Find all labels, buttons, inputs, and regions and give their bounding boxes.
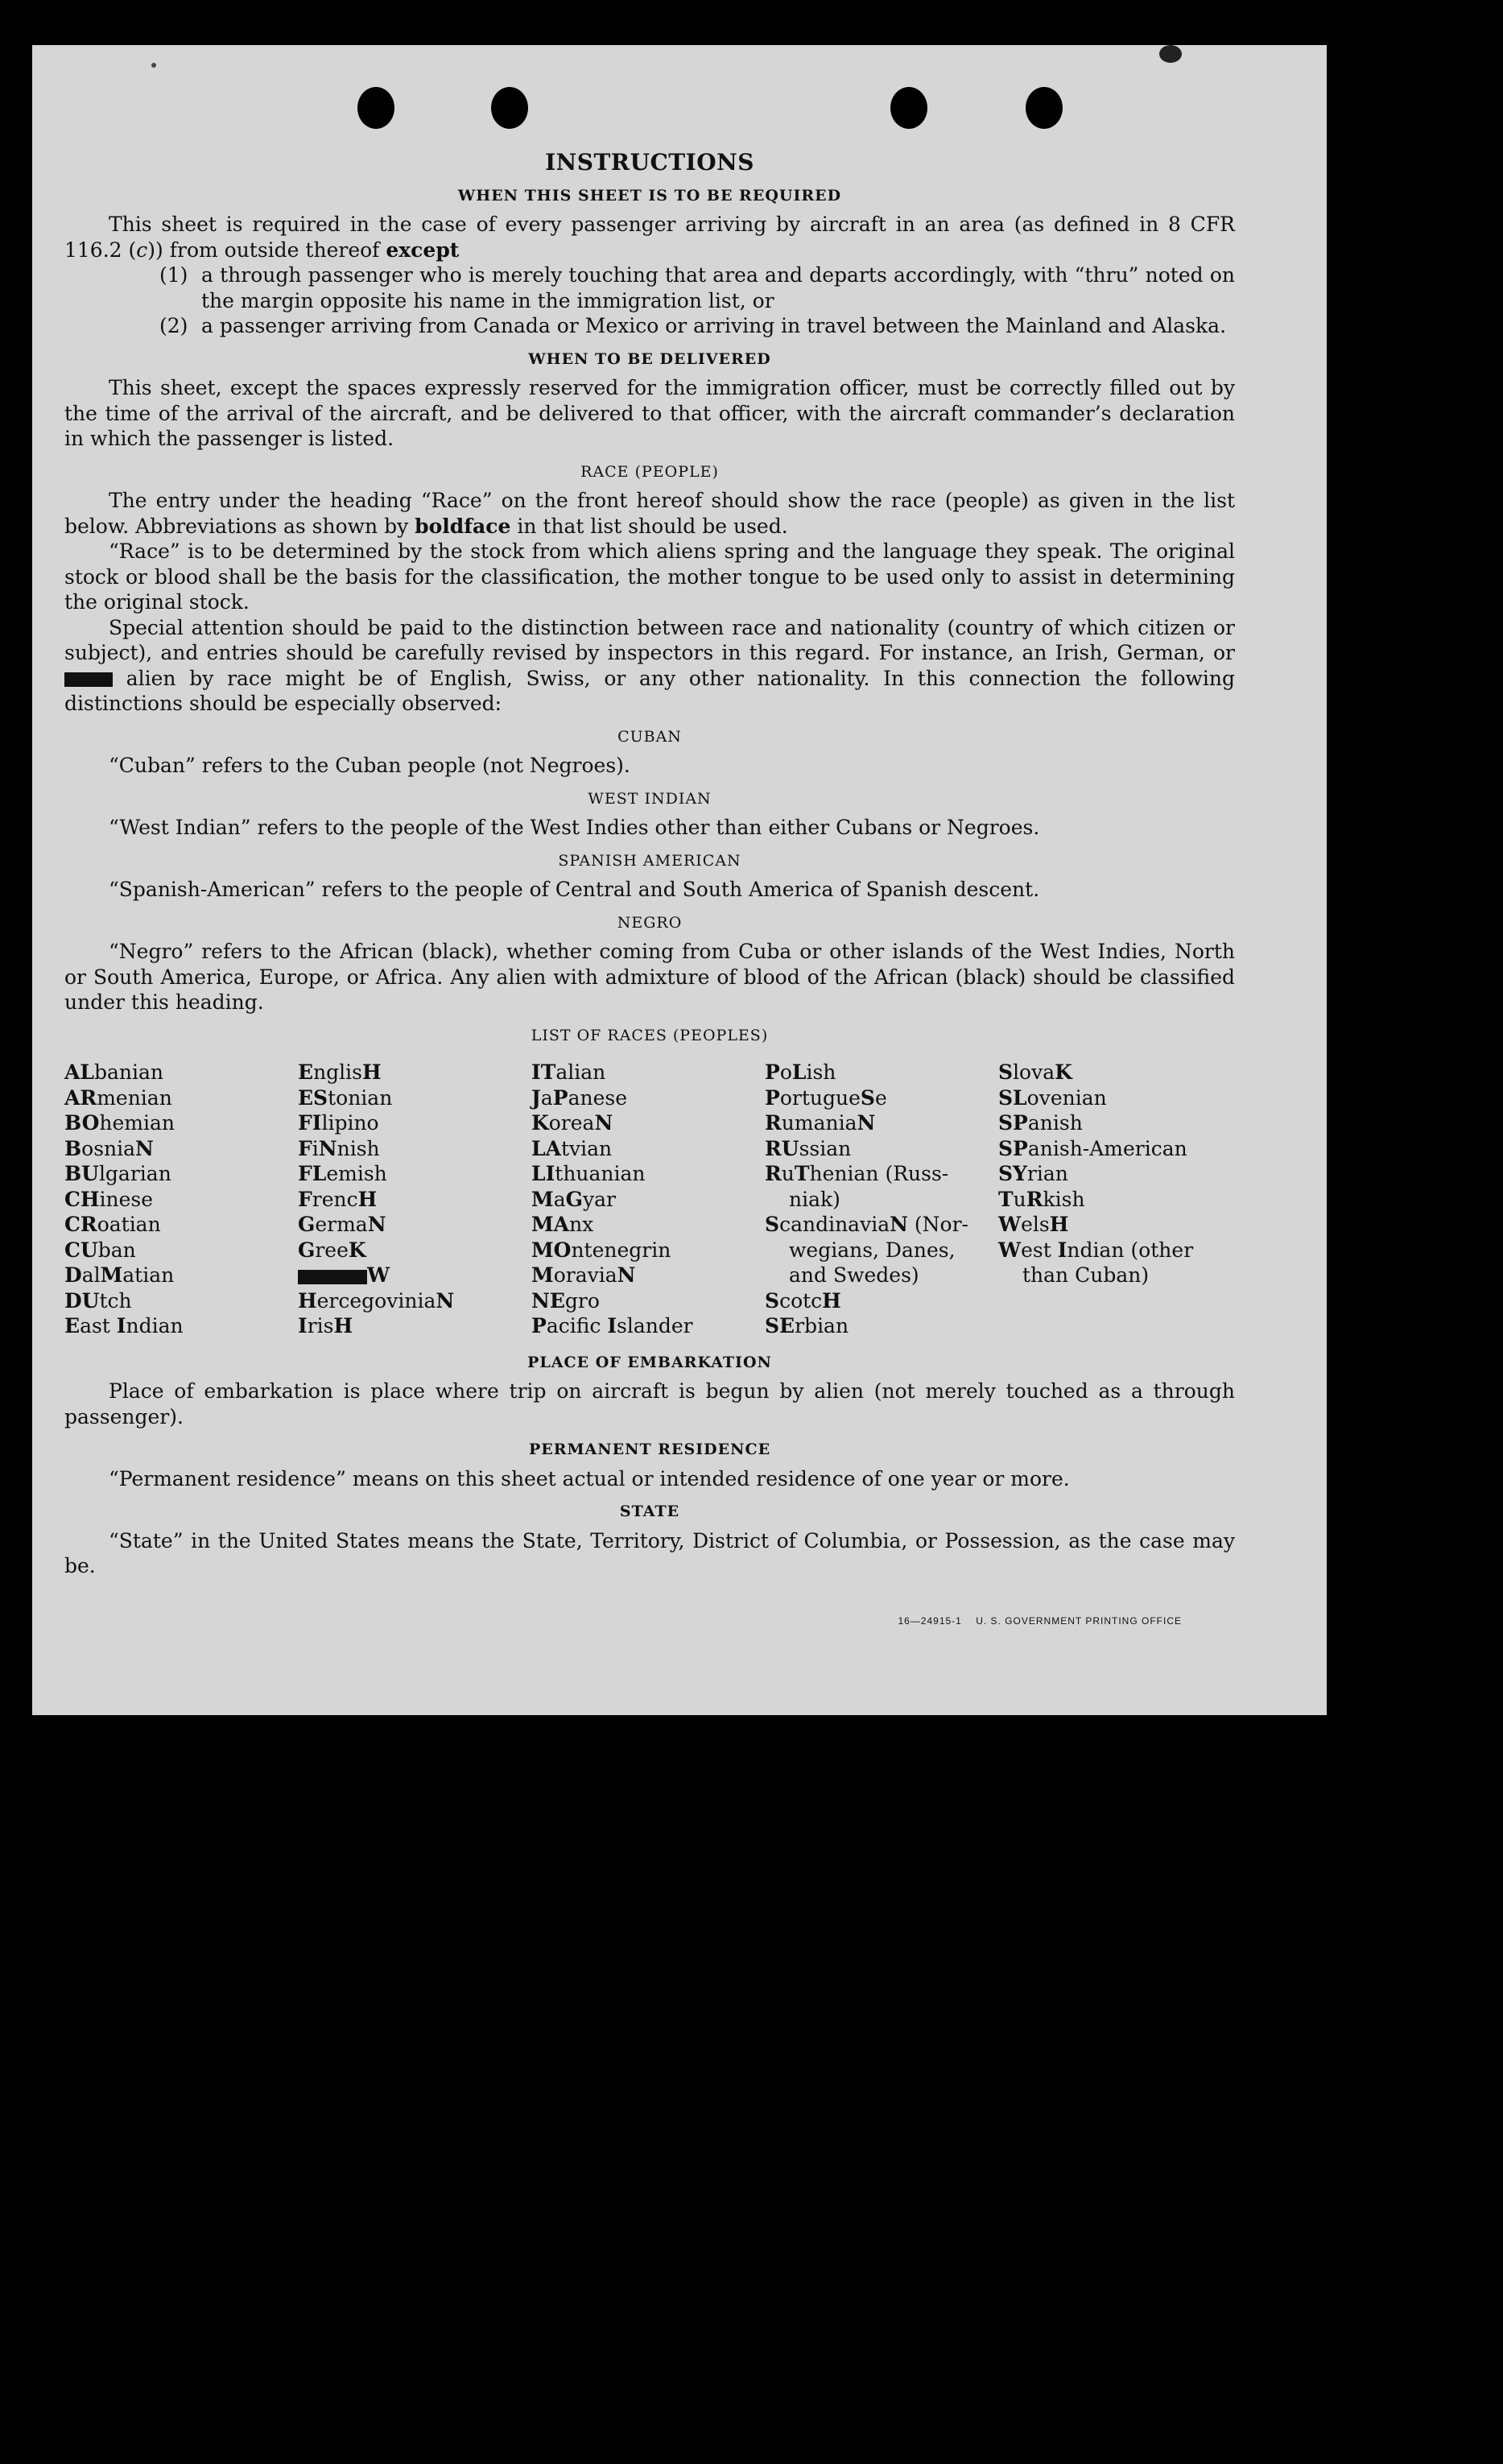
redaction-mark <box>298 1270 367 1284</box>
section-heading: WHEN TO BE DELIVERED <box>528 349 771 368</box>
race-entry: ARmenian <box>64 1085 172 1110</box>
race-entry: FIlipino <box>298 1111 379 1135</box>
paragraph: This sheet, except the spaces expressly reserved for the immigration officer, must be correctly filled out by the time of the arrival of the aircraft, and be delivered to that officer, with the aircraft commander’s declaration in which the passenger is listed. <box>64 376 1235 450</box>
race-column <box>531 1060 765 1339</box>
paragraph: “Spanish-American” refers to the people of Central and South America of Spanish descent. <box>109 878 1040 901</box>
race-entry: MaGyar <box>531 1187 616 1211</box>
section-heading: WEST INDIAN <box>588 789 712 808</box>
race-entry: CRoatian <box>64 1213 161 1236</box>
race-entry: SYrian <box>998 1162 1068 1185</box>
race-entry: and Swedes) <box>789 1263 919 1287</box>
race-entry: EStonian <box>298 1085 393 1110</box>
punch-hole <box>357 87 394 129</box>
race-entry: HercegoviniaN <box>298 1288 455 1313</box>
race-entry: ScandinaviaN (Nor- <box>765 1213 968 1236</box>
race-entry: RumaniaN <box>765 1111 876 1135</box>
race-column <box>998 1060 1208 1339</box>
race-entry: East Indian <box>64 1314 184 1337</box>
list-item: (1) a through passenger who is merely touching that area and departs accordingly, with “thru” noted on the margin opposite his name in the immigration list, or <box>159 263 1235 312</box>
section-heading: SPANISH AMERICAN <box>558 851 741 870</box>
race-entry: WelsH <box>998 1213 1069 1236</box>
race-entry: ITalian <box>531 1060 606 1084</box>
paragraph: “West Indian” refers to the people of the West Indies other than either Cubans or Negroes. <box>109 816 1040 839</box>
paragraph: “Permanent residence” means on this sheet actual or intended residence of one year or more. <box>109 1466 1070 1490</box>
race-column <box>765 1060 998 1339</box>
race-entry: W <box>298 1263 531 1288</box>
section-heading: PERMANENT RESIDENCE <box>528 1441 771 1458</box>
race-entry: CUban <box>64 1238 136 1262</box>
race-entry: SErbian <box>765 1314 849 1337</box>
race-entry: RUssian <box>765 1136 852 1160</box>
race-entry: GermaN <box>298 1213 386 1236</box>
race-entry: PoLish <box>765 1060 836 1084</box>
paragraph: “State” in the United States means the State, Territory, District of Columbia, or Possession, as the case may be. <box>64 1528 1235 1577</box>
race-entry: EnglisH <box>298 1060 382 1084</box>
redaction-mark <box>64 672 113 687</box>
race-entry: ScotcH <box>765 1288 841 1313</box>
section-heading: RACE (PEOPLE) <box>580 462 719 481</box>
race-entry: SlovaK <box>998 1060 1072 1084</box>
section-heading: STATE <box>619 1503 680 1520</box>
paragraph: The entry under the heading “Race” on the front hereof should show the race (people) as given in the list below. Abbreviations as shown by boldface in that list should be used. <box>64 489 1235 538</box>
speck <box>151 63 156 68</box>
race-entry: MAnx <box>531 1213 594 1236</box>
race-column <box>298 1060 531 1339</box>
race-entry: GreeK <box>298 1238 366 1262</box>
race-entry: FiNnish <box>298 1136 380 1160</box>
instructions-body <box>64 150 1235 1579</box>
section-heading: LIST OF RACES (PEOPLES) <box>531 1026 769 1044</box>
race-entry: LIthuanian <box>531 1162 646 1185</box>
race-list <box>64 1060 1235 1339</box>
race-entry: niak) <box>789 1187 840 1211</box>
race-entry: RuThenian (Russ- <box>765 1162 949 1185</box>
paragraph: Special attention should be paid to the distinction between race and nationality (country of which citizen or subject), and entries should be carefully revised by inspectors in this regard. For instance, an Irish, German, or alien by race might be of English, Swiss, or any other nationality. In this connection the following distinctions should be especially observed: <box>64 615 1235 715</box>
print-code: 16—24915-1 U. S. GOVERNMENT PRINTING OFFICE <box>898 1615 1182 1627</box>
race-entry: NEgro <box>531 1288 600 1313</box>
paragraph: “Cuban” refers to the Cuban people (not Negroes). <box>109 754 630 777</box>
race-entry: MoraviaN <box>531 1263 636 1287</box>
paragraph: “Race” is to be determined by the stock from which aliens spring and the language they speak. The original stock or blood shall be the basis for the classification, the mother tongue to be used only to assist in determining the original stock. <box>64 540 1235 614</box>
race-entry: SPanish-American <box>998 1136 1187 1160</box>
race-entry: MOntenegrin <box>531 1238 671 1262</box>
race-entry: wegians, Danes, <box>789 1238 956 1262</box>
list-item: (2) a passenger arriving from Canada or Mexico or arriving in travel between the Mainland and Alaska. <box>159 314 1227 337</box>
instruction-sheet <box>32 45 1327 1715</box>
race-entry: LAtvian <box>531 1136 613 1160</box>
race-entry: PortugueSe <box>765 1085 887 1110</box>
page-title: INSTRUCTIONS <box>545 149 754 176</box>
race-column <box>64 1060 298 1339</box>
section-heading: NEGRO <box>617 913 683 932</box>
punch-hole <box>890 87 927 129</box>
race-entry: West Indian (other <box>998 1238 1194 1262</box>
race-entry: FrencH <box>298 1187 378 1211</box>
race-entry: than Cuban) <box>1022 1263 1150 1287</box>
race-entry: FLemish <box>298 1162 387 1185</box>
section-heading: PLACE OF EMBARKATION <box>527 1353 772 1371</box>
race-entry: CHinese <box>64 1187 154 1211</box>
race-entry: Pacific Islander <box>531 1314 693 1337</box>
paragraph: “Negro” refers to the African (black), whether coming from Cuba or other islands of the West Indies, North or South America, Europe, or Africa. Any alien with admixture of blood of the African (black) should be classified under this heading. <box>64 940 1235 1014</box>
section-heading: WHEN THIS SHEET IS TO BE REQUIRED <box>457 186 842 205</box>
race-entry: BUlgarian <box>64 1162 171 1185</box>
paragraph: This sheet is required in the case of every passenger arriving by aircraft in an area (as defined in 8 CFR 116.2 (c)) from outside thereof except <box>64 213 1235 262</box>
race-entry: IrisH <box>298 1314 353 1337</box>
punch-hole <box>491 87 528 129</box>
race-entry: DalMatian <box>64 1263 175 1287</box>
race-entry: KoreaN <box>531 1111 613 1135</box>
paragraph: Place of embarkation is place where trip on aircraft is begun by alien (not merely touched as a through passenger). <box>64 1379 1235 1428</box>
race-entry: BOhemian <box>64 1111 175 1135</box>
race-entry: SLovenian <box>998 1085 1107 1110</box>
section-heading: CUBAN <box>617 727 682 746</box>
race-entry: JaPanese <box>531 1085 627 1110</box>
race-entry: BosniaN <box>64 1136 154 1160</box>
punch-hole <box>1026 87 1063 129</box>
race-entry: SPanish <box>998 1111 1083 1135</box>
race-entry: DUtch <box>64 1288 132 1313</box>
race-entry: TuRkish <box>998 1187 1085 1211</box>
corner-mark <box>1159 45 1182 63</box>
race-entry: ALbanian <box>64 1060 163 1084</box>
